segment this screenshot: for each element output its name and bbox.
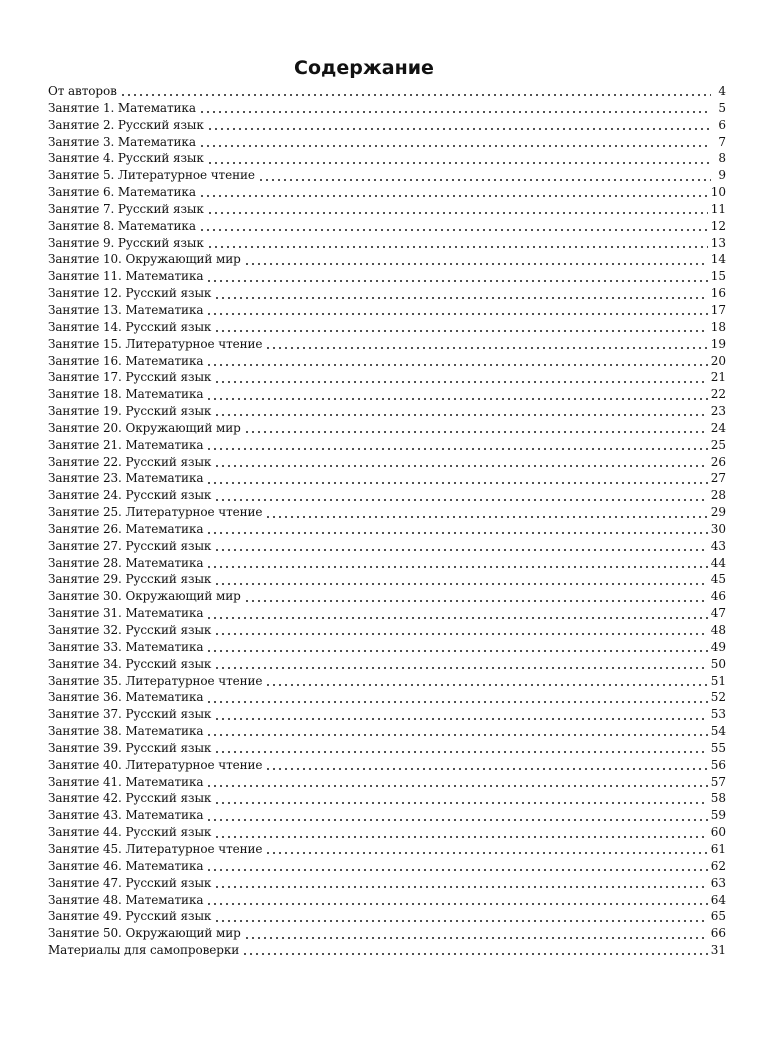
toc-entry (48, 386, 726, 403)
toc-entry-label: Занятие 42. Русский язык (48, 791, 212, 806)
toc-entry-label: Занятие 9. Русский язык (48, 235, 204, 250)
toc-entry-page-number: 26 (710, 454, 726, 469)
toc-entry (48, 83, 726, 100)
toc-entry (48, 908, 726, 925)
toc-entry-page-number: 6 (718, 117, 726, 132)
toc-entry-page-number: 10 (710, 185, 726, 200)
toc-entry (48, 353, 726, 370)
toc-entry (48, 942, 726, 959)
toc-entry-page-number: 17 (710, 302, 726, 317)
toc-dot-leader (214, 718, 707, 720)
toc-entry-page-number: 53 (710, 707, 726, 722)
toc-entry-page-number: 9 (718, 168, 726, 183)
toc-entry (48, 740, 726, 757)
toc-dot-leader (206, 785, 707, 787)
toc-entry (48, 201, 726, 218)
toc-dot-leader (207, 246, 708, 248)
toc-dot-leader (199, 195, 708, 197)
toc-entry-page-number: 48 (710, 623, 726, 637)
toc-entry (48, 437, 726, 454)
toc-entry-label: Занятие 39. Русский язык (48, 740, 212, 755)
toc-entry (48, 369, 726, 386)
toc-dot-leader (214, 465, 707, 467)
toc-entry-label: Занятие 29. Русский язык (48, 572, 212, 587)
toc-entry-label: Занятие 43. Математика (48, 808, 204, 823)
toc-entry-page-number: 59 (710, 808, 726, 823)
toc-entry (48, 757, 726, 774)
toc-entry-label: Занятие 50. Окружающий мир (48, 926, 241, 941)
toc-entry-page-number: 19 (710, 336, 726, 351)
toc-entry (48, 925, 726, 942)
toc-entry-page-number: 23 (710, 404, 726, 419)
toc-entry (48, 134, 726, 151)
toc-entry-page-number: 60 (710, 825, 726, 840)
toc-entry-label: Занятие 26. Математика (48, 521, 204, 536)
toc-dot-leader (199, 111, 711, 113)
toc-entry-page-number: 20 (710, 353, 726, 368)
toc-entry-page-number: 12 (710, 218, 726, 233)
toc-dot-leader (244, 431, 708, 433)
toc-entry-page-number: 8 (718, 151, 726, 166)
toc-dot-leader (206, 364, 707, 366)
toc-dot-leader (207, 212, 708, 214)
toc-entry-label: Занятие 16. Математика (48, 353, 204, 368)
toc-dot-leader (258, 179, 711, 181)
toc-entry (48, 892, 726, 909)
toc-entry-label: Занятие 11. Математика (48, 269, 204, 284)
toc-dot-leader (206, 313, 707, 315)
toc-entry-label: Занятие 31. Математика (48, 606, 204, 621)
toc-entry-page-number: 21 (710, 370, 726, 385)
toc-entry-label: Занятие 38. Математика (48, 724, 204, 739)
toc-entry-label: Занятие 21. Математика (48, 437, 204, 452)
toc-entry-page-number: 13 (710, 235, 726, 250)
toc-entry-page-number: 55 (710, 740, 726, 755)
toc-entry-label: Занятие 5. Литературное чтение (48, 168, 255, 183)
toc-entry-label: Занятие 37. Русский язык (48, 707, 212, 722)
toc-entry (48, 285, 726, 302)
toc-dot-leader (214, 633, 707, 635)
toc-entry (48, 639, 726, 656)
toc-entry-page-number: 45 (710, 572, 726, 587)
toc-entry (48, 100, 726, 117)
toc-entry-label: Занятие 32. Русский язык (48, 623, 212, 637)
toc-entry (48, 588, 726, 605)
toc-dot-leader (214, 414, 707, 416)
toc-dot-leader (206, 819, 707, 821)
toc-dot-leader (214, 802, 707, 804)
toc-entry-label: От авторов (48, 84, 117, 98)
toc-entry-label: Занятие 47. Русский язык (48, 875, 212, 890)
toc-entry-page-number: 54 (710, 724, 726, 739)
toc-entry-label: Занятие 33. Математика (48, 639, 204, 654)
toc-entry (48, 487, 726, 504)
toc-entry (48, 454, 726, 471)
toc-entry-label: Занятие 27. Русский язык (48, 538, 212, 553)
toc-entry (48, 605, 726, 622)
toc-entry-page-number: 22 (710, 387, 726, 402)
toc-entry-page-number: 31 (710, 943, 726, 958)
toc-entry-page-number: 62 (710, 858, 726, 873)
toc-entry (48, 336, 726, 353)
table-of-contents (48, 83, 726, 959)
toc-entry-page-number: 16 (710, 286, 726, 301)
toc-entry-page-number: 7 (718, 134, 726, 149)
toc-dot-leader (214, 886, 707, 888)
toc-dot-leader (206, 650, 707, 652)
toc-entry-label: Занятие 25. Литературное чтение (48, 505, 263, 520)
toc-entry (48, 167, 726, 184)
toc-entry-page-number: 58 (710, 791, 726, 806)
toc-dot-leader (207, 128, 711, 130)
toc-dot-leader (244, 600, 708, 602)
toc-entry (48, 824, 726, 841)
toc-entry-page-number: 57 (710, 774, 726, 789)
toc-dot-leader (214, 836, 707, 838)
toc-entry-label: Занятие 10. Окружающий мир (48, 252, 241, 267)
toc-dot-leader (214, 297, 707, 299)
toc-entry (48, 706, 726, 723)
toc-dot-leader (214, 549, 707, 551)
toc-entry-page-number: 14 (710, 252, 726, 267)
toc-entry-label: Занятие 48. Математика (48, 892, 204, 907)
toc-entry-label: Занятие 22. Русский язык (48, 454, 212, 469)
toc-entry-label: Занятие 1. Математика (48, 100, 196, 115)
toc-entry (48, 538, 726, 555)
toc-dot-leader (214, 381, 707, 383)
toc-entry-page-number: 63 (710, 875, 726, 890)
toc-entry-label: Занятие 34. Русский язык (48, 656, 212, 671)
toc-entry-page-number: 43 (710, 538, 726, 553)
toc-entry-page-number: 15 (710, 269, 726, 284)
toc-entry-page-number: 46 (710, 589, 726, 604)
page-title: Содержание (294, 57, 434, 79)
toc-dot-leader (214, 583, 707, 585)
toc-entry-label: Занятие 36. Математика (48, 690, 204, 705)
toc-dot-leader (206, 482, 707, 484)
toc-entry-label: Занятие 15. Литературное чтение (48, 336, 263, 351)
toc-entry (48, 184, 726, 201)
toc-entry (48, 555, 726, 572)
toc-entry-page-number: 65 (710, 909, 726, 924)
toc-entry-label: Занятие 24. Русский язык (48, 488, 212, 503)
toc-dot-leader (214, 751, 707, 753)
toc-entry-page-number: 66 (710, 926, 726, 941)
toc-entry-label: Занятие 3. Математика (48, 134, 196, 149)
toc-entry (48, 504, 726, 521)
toc-dot-leader (120, 94, 711, 96)
toc-entry-page-number: 11 (710, 201, 726, 216)
toc-dot-leader (199, 229, 708, 231)
toc-entry (48, 774, 726, 791)
toc-dot-leader (206, 869, 707, 871)
toc-entry (48, 268, 726, 285)
toc-entry-label: Занятие 46. Математика (48, 858, 204, 873)
toc-entry (48, 622, 726, 639)
toc-entry-label: Занятие 28. Математика (48, 555, 204, 570)
toc-entry-page-number: 44 (710, 555, 726, 570)
toc-entry (48, 689, 726, 706)
toc-entry (48, 150, 726, 167)
toc-entry-label: Занятие 18. Математика (48, 387, 204, 402)
toc-entry-label: Материалы для самопроверки (48, 943, 240, 958)
toc-entry (48, 673, 726, 690)
toc-dot-leader (206, 903, 707, 905)
toc-entry-page-number: 50 (710, 656, 726, 671)
toc-entry (48, 790, 726, 807)
toc-dot-leader (206, 398, 707, 400)
toc-dot-leader (199, 145, 711, 147)
toc-entry-page-number: 27 (710, 471, 726, 486)
toc-entry-label: Занятие 12. Русский язык (48, 286, 212, 301)
toc-dot-leader (214, 330, 707, 332)
toc-dot-leader (265, 684, 707, 686)
toc-dot-leader (214, 667, 707, 669)
toc-entry-page-number: 56 (710, 757, 726, 772)
toc-entry-label: Занятие 2. Русский язык (48, 117, 204, 132)
toc-entry (48, 656, 726, 673)
toc-entry-label: Занятие 30. Окружающий мир (48, 589, 241, 604)
toc-entry-page-number: 64 (710, 892, 726, 907)
toc-entry (48, 420, 726, 437)
toc-entry-page-number: 25 (710, 437, 726, 452)
toc-dot-leader (206, 448, 707, 450)
toc-entry-label: Занятие 6. Математика (48, 185, 196, 200)
toc-entry-page-number: 5 (718, 100, 726, 115)
toc-entry (48, 218, 726, 235)
toc-entry (48, 302, 726, 319)
toc-entry-label: Занятие 20. Окружающий мир (48, 420, 241, 435)
toc-entry-label: Занятие 14. Русский язык (48, 319, 212, 334)
toc-dot-leader (214, 920, 707, 922)
toc-entry (48, 875, 726, 892)
toc-dot-leader (244, 937, 708, 939)
toc-dot-leader (206, 617, 707, 619)
toc-entry (48, 403, 726, 420)
toc-dot-leader (244, 263, 708, 265)
toc-entry-page-number: 47 (710, 606, 726, 621)
toc-dot-leader (265, 768, 707, 770)
toc-dot-leader (214, 499, 707, 501)
toc-dot-leader (206, 734, 707, 736)
toc-entry (48, 521, 726, 538)
toc-entry-page-number: 24 (710, 420, 726, 435)
toc-dot-leader (206, 566, 707, 568)
toc-entry (48, 470, 726, 487)
toc-dot-leader (265, 852, 707, 854)
toc-entry (48, 235, 726, 252)
toc-entry-label: Занятие 19. Русский язык (48, 404, 212, 419)
toc-dot-leader (242, 953, 708, 955)
toc-entry-label: Занятие 4. Русский язык (48, 151, 204, 166)
toc-entry-label: Занятие 35. Литературное чтение (48, 673, 263, 688)
toc-entry-page-number: 61 (710, 841, 726, 856)
toc-dot-leader (265, 516, 707, 518)
toc-entry (48, 841, 726, 858)
toc-dot-leader (206, 280, 707, 282)
toc-entry-label: Занятие 13. Математика (48, 302, 204, 317)
toc-entry-label: Занятие 44. Русский язык (48, 825, 212, 840)
toc-dot-leader (207, 162, 711, 164)
toc-entry (48, 117, 726, 134)
toc-entry-page-number: 28 (710, 488, 726, 503)
toc-entry-label: Занятие 40. Литературное чтение (48, 757, 263, 772)
toc-entry-page-number: 51 (710, 673, 726, 688)
toc-entry-label: Занятие 23. Математика (48, 471, 204, 486)
toc-entry-page-number: 18 (710, 319, 726, 334)
toc-dot-leader (265, 347, 707, 349)
toc-entry-page-number: 4 (718, 84, 726, 98)
toc-dot-leader (206, 701, 707, 703)
toc-entry-label: Занятие 49. Русский язык (48, 909, 212, 924)
toc-entry-page-number: 49 (710, 639, 726, 654)
toc-entry-page-number: 29 (710, 505, 726, 520)
toc-entry-label: Занятие 41. Математика (48, 774, 204, 789)
toc-entry (48, 571, 726, 588)
toc-entry (48, 807, 726, 824)
toc-entry-page-number: 30 (710, 521, 726, 536)
toc-entry-label: Занятие 17. Русский язык (48, 370, 212, 385)
toc-dot-leader (206, 532, 707, 534)
toc-entry (48, 723, 726, 740)
toc-entry (48, 251, 726, 268)
toc-entry (48, 858, 726, 875)
toc-entry-label: Занятие 7. Русский язык (48, 201, 204, 216)
toc-entry-page-number: 52 (710, 690, 726, 705)
toc-entry (48, 319, 726, 336)
toc-entry-label: Занятие 8. Математика (48, 218, 196, 233)
toc-entry-label: Занятие 45. Литературное чтение (48, 841, 263, 856)
